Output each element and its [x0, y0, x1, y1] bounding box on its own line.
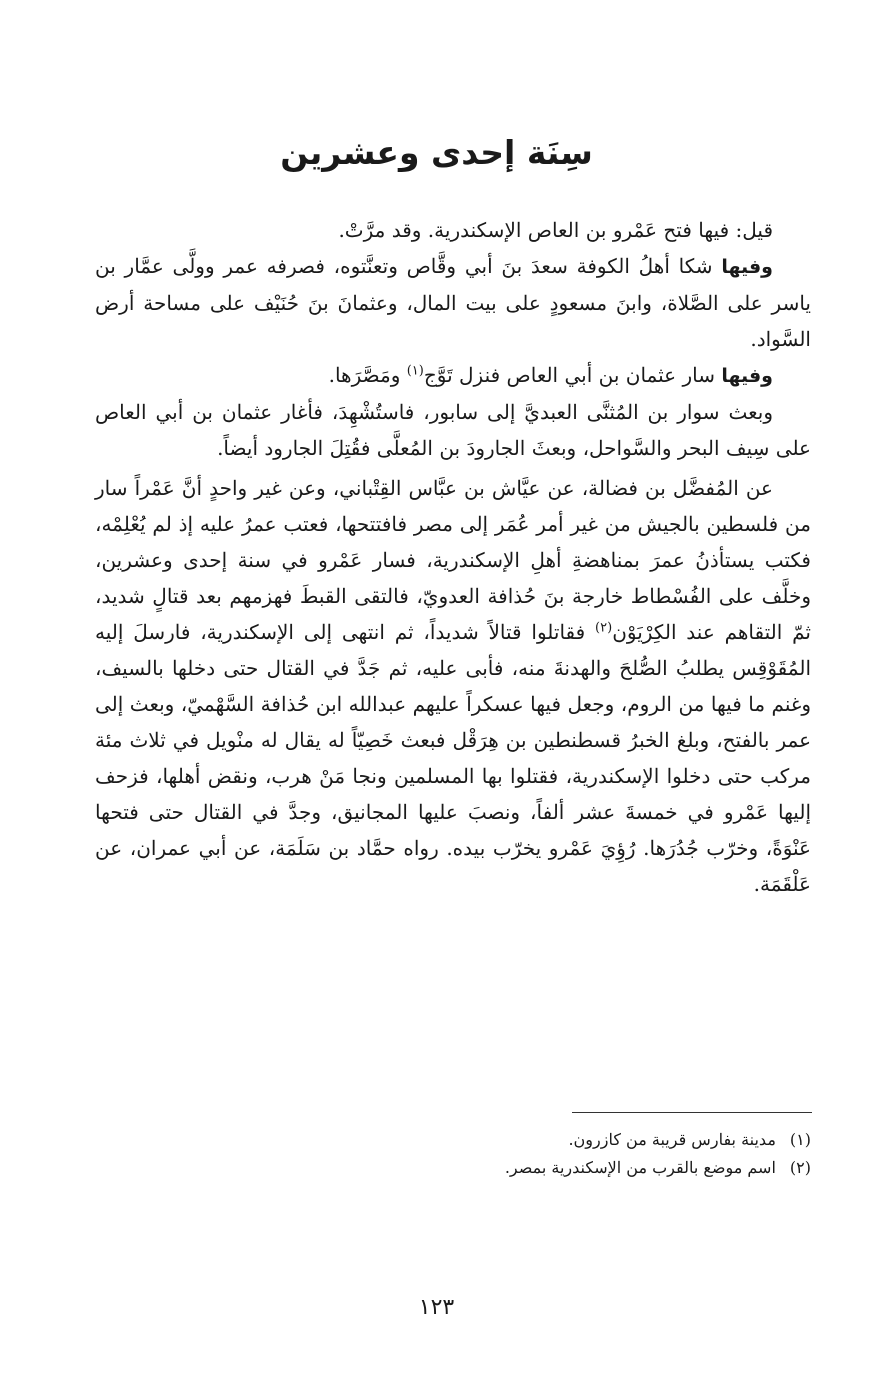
paragraph-text: سار عثمان بن أبي العاص فنزل تَوَّج — [423, 363, 722, 387]
chapter-title: سِنَة إحدى وعشرين — [280, 133, 593, 172]
paragraph-text: قيل: فيها فتح عَمْرو بن العاص الإسكندرية. وقد مرَّتْ. — [338, 218, 773, 242]
page-number: ١٢٣ — [418, 1295, 455, 1320]
paragraph-4 — [95, 394, 811, 466]
footnote-text: اسم موضع بالقرب من الإسكندرية بمصر. — [504, 1158, 776, 1177]
paragraph-text: ومَصَّرَها. — [328, 363, 407, 387]
paragraph-text: عن المُفضَّل بن فضالة، عن عيَّاش بن عبَّاس القِتْباني، وعن غير واحدٍ أنَّ عَمْراً سار من فلسطين بالجيش من غير أمر عُمَر إلى مصر فافتتحها، فعتب عمرُ عليه إذ لم يُعْلِمْه، فكتب يستأذنُ عمرَ بمناهضةِ أهلِ الإسكندرية، فسار عَمْرو في سنة إحدى وعشرين، وخلَّف على الفُسْطاط خارجة بنَ حُذافة العدويّ، فالتقى القبطَ فهزمهم بعد قتالٍ شديد، ثمّ التقاهم عند الكِرْيَوْن — [95, 476, 811, 644]
footnote-divider — [572, 1112, 812, 1113]
main-text — [95, 212, 811, 902]
paragraph-5 — [95, 470, 811, 902]
footnotes — [300, 1126, 811, 1182]
footnote-number: (٢) — [789, 1158, 811, 1177]
paragraph-lead: وفيها — [721, 256, 773, 278]
footnote-text: مدينة بفارس قريبة من كازرون. — [568, 1130, 776, 1149]
paragraph-text: وبعث سوار بن المُثنَّى العبديَّ إلى سابور، فاستُشْهِدَ، فأغار عثمان بن أبي العاص على سِيف البحر والسَّواحل، وبعثَ الجارودَ بن المُعلَّى فقُتِلَ الجارود أيضاً. — [95, 400, 811, 460]
footnote-marker[interactable]: (٢) — [595, 620, 613, 636]
paragraph-text: فقاتلوا قتالاً شديداً، ثم انتهى إلى الإسكندرية، فارسلَ إليه المُقَوْقِس يطلبُ الصُّلحَ والهدنةَ منه، فأبى عليه، ثم جَدَّ في القتال حتى دخلها بالسيف، وغنم ما فيها من الروم، وجعل فيها عسكراً عليهم عبدالله ابن حُذافة السَّهْميّ، وبعث إلى عمر بالفتح، وبلغ الخبرُ قسطنطين بن هِرَقْل فبعث خَصِيّاً له يقال له منْويل في ثلاث مئة مركب حتى دخلوا الإسكندرية، فقتلوا بها المسلمين ونجا مَنْ هرب، ونقض أهلها، فزحف إليها عَمْرو في خمسةَ عشر ألفاً، ونصبَ عليها المجانيق، وجدَّ في القتال حتى فتحها عَنْوَةً، وخرّب جُدُرَها. رُؤِيَ عَمْرو يخرّب بيده. رواه حمَّاد بن سَلَمَة، عن أبي عمران، عن عَلْقَمَة. — [95, 620, 811, 896]
paragraph-lead: وفيها — [721, 365, 773, 387]
paragraph-2 — [95, 248, 811, 357]
footnote-item — [300, 1154, 811, 1182]
paragraph-text: شكا أهلُ الكوفة سعدَ بنَ أبي وقَّاص وتعنَّتوه، فصرفه عمر وولَّى عمَّار بن ياسر على الصَّلاة، وابنَ مسعودٍ على بيت المال، وعثمانَ بنَ حُنَيْف على مساحة أرض السَّواد. — [95, 254, 811, 351]
paragraph-3 — [95, 357, 811, 394]
footnote-marker[interactable]: (١) — [406, 363, 424, 379]
footnote-item — [300, 1126, 811, 1154]
footnote-number: (١) — [789, 1130, 811, 1149]
paragraph-1 — [95, 212, 811, 248]
